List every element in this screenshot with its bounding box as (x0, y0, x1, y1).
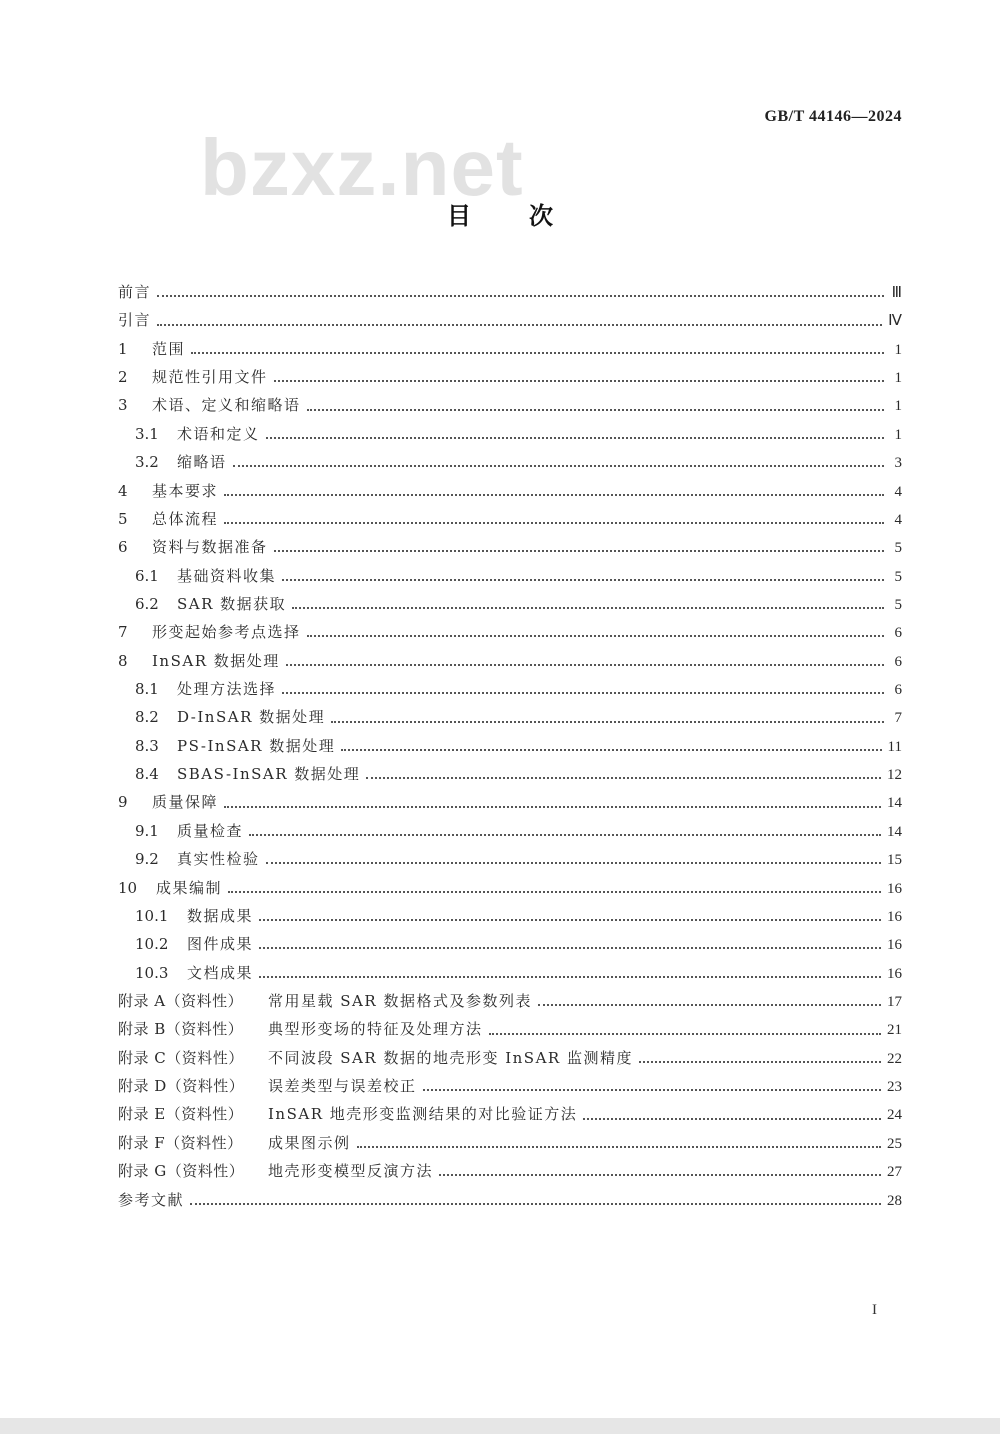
toc-dot-leader (274, 550, 884, 552)
toc-entry-title: 总体流程 (152, 509, 219, 528)
toc-dot-leader (224, 494, 884, 496)
toc-entry[interactable] (118, 817, 902, 845)
toc-entry-page: 16 (887, 937, 902, 954)
toc-entry-page: 6 (894, 653, 902, 670)
toc-dot-leader (307, 409, 884, 411)
toc-dot-leader (307, 635, 884, 637)
toc-entry-title: 误差类型与误差校正 (268, 1077, 417, 1096)
toc-entry-number: 8.2 (135, 708, 159, 727)
toc-entry[interactable] (118, 1129, 902, 1157)
toc-entry[interactable] (118, 1015, 902, 1043)
toc-entry-number: 1 (118, 339, 128, 358)
toc-entry-number: 附录 G（资料性） (118, 1162, 245, 1181)
toc-entry-title: 地壳形变模型反演方法 (268, 1162, 434, 1181)
toc-entry-title: 图件成果 (187, 935, 254, 954)
toc-entry-page: Ⅳ (888, 313, 902, 330)
toc-entry[interactable] (118, 845, 902, 873)
toc-entry-number: 9.1 (135, 821, 159, 840)
toc-dot-leader (190, 1203, 881, 1205)
toc-entry-title: 基础资料收集 (177, 566, 277, 585)
toc-entry-number: 附录 D（资料性） (118, 1077, 245, 1096)
toc-entry-number: 2 (118, 368, 128, 387)
toc-entry-page: 11 (887, 738, 902, 755)
toc-entry-title: InSAR 数据处理 (152, 651, 280, 670)
toc-dot-leader (157, 324, 882, 326)
toc-entry[interactable] (118, 874, 902, 902)
toc-dot-leader (259, 976, 881, 978)
toc-entry-page: 5 (894, 568, 902, 585)
toc-entry[interactable] (118, 1072, 902, 1100)
toc-entry-number: 8.1 (135, 680, 159, 699)
toc-entry[interactable] (118, 1186, 902, 1214)
toc-entry-title: 前言 (118, 283, 152, 301)
toc-entry-number: 6.2 (135, 594, 159, 613)
toc-entry-page: 16 (887, 880, 902, 897)
toc-entry-title: InSAR 地壳形变监测结果的对比验证方法 (268, 1105, 578, 1124)
toc-entry[interactable] (118, 1044, 902, 1072)
page-number: I (872, 1302, 877, 1318)
toc-entry[interactable] (118, 448, 902, 476)
toc-entry-number: 5 (118, 509, 128, 528)
toc-entry-page: 5 (894, 540, 902, 557)
toc-entry-page: 1 (894, 370, 902, 387)
toc-dot-leader (249, 834, 881, 836)
toc-entry-page: 16 (887, 965, 902, 982)
toc-entry-title: 资料与数据准备 (152, 538, 268, 557)
toc-entry-title: 引言 (118, 311, 152, 330)
toc-entry[interactable] (118, 562, 902, 590)
toc-dot-leader (266, 437, 884, 439)
toc-dot-leader (292, 607, 884, 609)
toc-entry-number: 10.2 (135, 935, 169, 954)
toc-entry-title: PS-InSAR 数据处理 (177, 736, 336, 755)
toc-entry[interactable] (118, 732, 902, 760)
toc-entry-page: Ⅲ (891, 285, 902, 301)
toc-dot-leader (489, 1033, 881, 1035)
toc-entry-page: 24 (887, 1107, 902, 1124)
toc-entry-title: 规范性引用文件 (152, 368, 268, 387)
toc-entry-title: 参考文献 (118, 1190, 185, 1209)
toc-entry-title: 质量检查 (177, 821, 244, 840)
toc-dot-leader (423, 1089, 881, 1091)
toc-dot-leader (282, 692, 884, 694)
toc-dot-leader (286, 664, 884, 666)
toc-entry-title: 形变起始参考点选择 (152, 623, 301, 642)
toc-entry-number: 8 (118, 651, 128, 670)
toc-entry[interactable] (118, 477, 902, 505)
toc-entry[interactable] (118, 760, 902, 788)
toc-entry-title: 范围 (152, 339, 186, 358)
toc-dot-leader (366, 777, 881, 779)
toc-entry-title: 缩略语 (177, 453, 227, 472)
toc-entry-title: 文档成果 (187, 963, 254, 982)
toc-entry-title: 常用星载 SAR 数据格式及参数列表 (268, 991, 532, 1010)
toc-entry-number: 附录 C（资料性） (118, 1048, 244, 1067)
toc-entry-page: 16 (887, 908, 902, 925)
toc-dot-leader (259, 919, 881, 921)
toc-entry[interactable] (118, 590, 902, 618)
toc-entry-page: 14 (887, 823, 902, 840)
toc-entry-page: 4 (894, 483, 902, 500)
toc-entry[interactable] (118, 647, 902, 675)
toc-entry-page: 5 (894, 596, 902, 613)
toc-entry-number: 附录 B（资料性） (118, 1020, 244, 1039)
toc-entry[interactable] (118, 618, 902, 646)
toc-entry[interactable] (118, 306, 902, 334)
toc-entry-number: 6.1 (135, 566, 159, 585)
toc-entry-title: 基本要求 (152, 481, 219, 500)
toc-dot-leader (538, 1004, 881, 1006)
toc-dot-leader (233, 465, 884, 467)
toc-entry-page: 7 (894, 710, 902, 727)
toc-entry[interactable] (118, 363, 902, 391)
toc-entry[interactable] (118, 987, 902, 1015)
toc-entry-number: 附录 E（资料性） (118, 1105, 244, 1124)
toc-entry-page: 25 (887, 1135, 902, 1152)
toc-entry-title: 成果编制 (156, 878, 223, 897)
page-title: 目次 (447, 202, 611, 230)
toc-dot-leader (331, 721, 884, 723)
toc-entry[interactable] (118, 959, 902, 987)
toc-entry[interactable] (118, 335, 902, 363)
watermark: bzxz.net (200, 123, 524, 212)
toc-entry[interactable] (118, 391, 902, 419)
toc-entry-page: 1 (894, 426, 902, 443)
toc-entry-page: 6 (894, 682, 902, 699)
toc-dot-leader (224, 522, 884, 524)
toc-entry-number: 附录 F（资料性） (118, 1133, 243, 1152)
standard-number: GB/T 44146—2024 (764, 108, 902, 125)
toc-entry-title: D-InSAR 数据处理 (177, 708, 326, 727)
toc-entry-page: 3 (894, 455, 902, 472)
toc-entry-title: 处理方法选择 (177, 680, 277, 699)
table-of-contents (118, 278, 902, 1214)
toc-entry[interactable] (118, 1100, 902, 1128)
toc-entry-title: SAR 数据获取 (177, 594, 287, 613)
toc-entry-title: 术语和定义 (177, 424, 260, 443)
toc-entry-page: 1 (894, 341, 902, 358)
toc-entry-page: 23 (887, 1079, 902, 1096)
toc-entry-number: 3.2 (135, 453, 159, 472)
toc-entry[interactable] (118, 902, 902, 930)
toc-entry-page: 22 (887, 1050, 902, 1067)
toc-entry-number: 附录 A（资料性） (118, 991, 244, 1010)
toc-entry-number: 10 (118, 878, 138, 897)
toc-entry-title: 真实性检验 (177, 850, 260, 869)
toc-entry-page: 21 (887, 1022, 902, 1039)
toc-entry-title: 不同波段 SAR 数据的地壳形变 InSAR 监测精度 (268, 1048, 633, 1067)
toc-entry[interactable] (118, 420, 902, 448)
toc-entry-number: 7 (118, 623, 128, 642)
toc-entry-page: 12 (887, 767, 902, 784)
viewer-bottom-bar (0, 1418, 1000, 1434)
toc-dot-leader (274, 380, 884, 382)
toc-entry[interactable] (118, 675, 902, 703)
toc-dot-leader (282, 579, 884, 581)
toc-dot-leader (259, 947, 881, 949)
toc-entry-page: 4 (894, 511, 902, 528)
toc-entry-page: 15 (887, 852, 902, 869)
toc-dot-leader (357, 1146, 881, 1148)
toc-entry[interactable] (118, 703, 902, 731)
toc-entry-page: 17 (887, 993, 902, 1010)
toc-entry[interactable] (118, 930, 902, 958)
toc-entry-number: 3 (118, 396, 128, 415)
toc-entry-number: 8.3 (135, 736, 159, 755)
toc-entry[interactable] (118, 788, 902, 816)
toc-entry-page: 1 (894, 398, 902, 415)
toc-dot-leader (157, 295, 884, 297)
toc-entry[interactable] (118, 278, 902, 306)
toc-dot-leader (583, 1118, 881, 1120)
toc-entry-title: SBAS-InSAR 数据处理 (177, 765, 361, 784)
toc-dot-leader (224, 806, 881, 808)
toc-entry-title: 术语、定义和缩略语 (152, 396, 301, 415)
toc-entry-number: 9.2 (135, 850, 159, 869)
toc-entry-number: 3.1 (135, 424, 159, 443)
toc-entry-page: 28 (887, 1192, 902, 1209)
toc-entry-number: 10.3 (135, 963, 169, 982)
toc-dot-leader (439, 1174, 881, 1176)
toc-entry-page: 27 (887, 1164, 902, 1181)
toc-entry-number: 10.1 (135, 906, 169, 925)
toc-entry-page: 14 (887, 795, 902, 812)
toc-dot-leader (228, 891, 881, 893)
toc-entry[interactable] (118, 533, 902, 561)
toc-entry-number: 4 (118, 481, 128, 500)
toc-entry-number: 8.4 (135, 765, 159, 784)
toc-entry-title: 典型形变场的特征及处理方法 (268, 1020, 483, 1039)
toc-entry-title: 成果图示例 (268, 1133, 351, 1152)
toc-entry-number: 9 (118, 793, 128, 812)
toc-entry-title: 数据成果 (187, 906, 254, 925)
toc-entry-title: 质量保障 (152, 793, 219, 812)
toc-dot-leader (341, 749, 881, 751)
toc-entry[interactable] (118, 1157, 902, 1185)
toc-dot-leader (266, 862, 881, 864)
toc-entry[interactable] (118, 505, 902, 533)
toc-entry-page: 6 (894, 625, 902, 642)
toc-dot-leader (191, 352, 884, 354)
toc-dot-leader (639, 1061, 881, 1063)
toc-entry-number: 6 (118, 538, 128, 557)
